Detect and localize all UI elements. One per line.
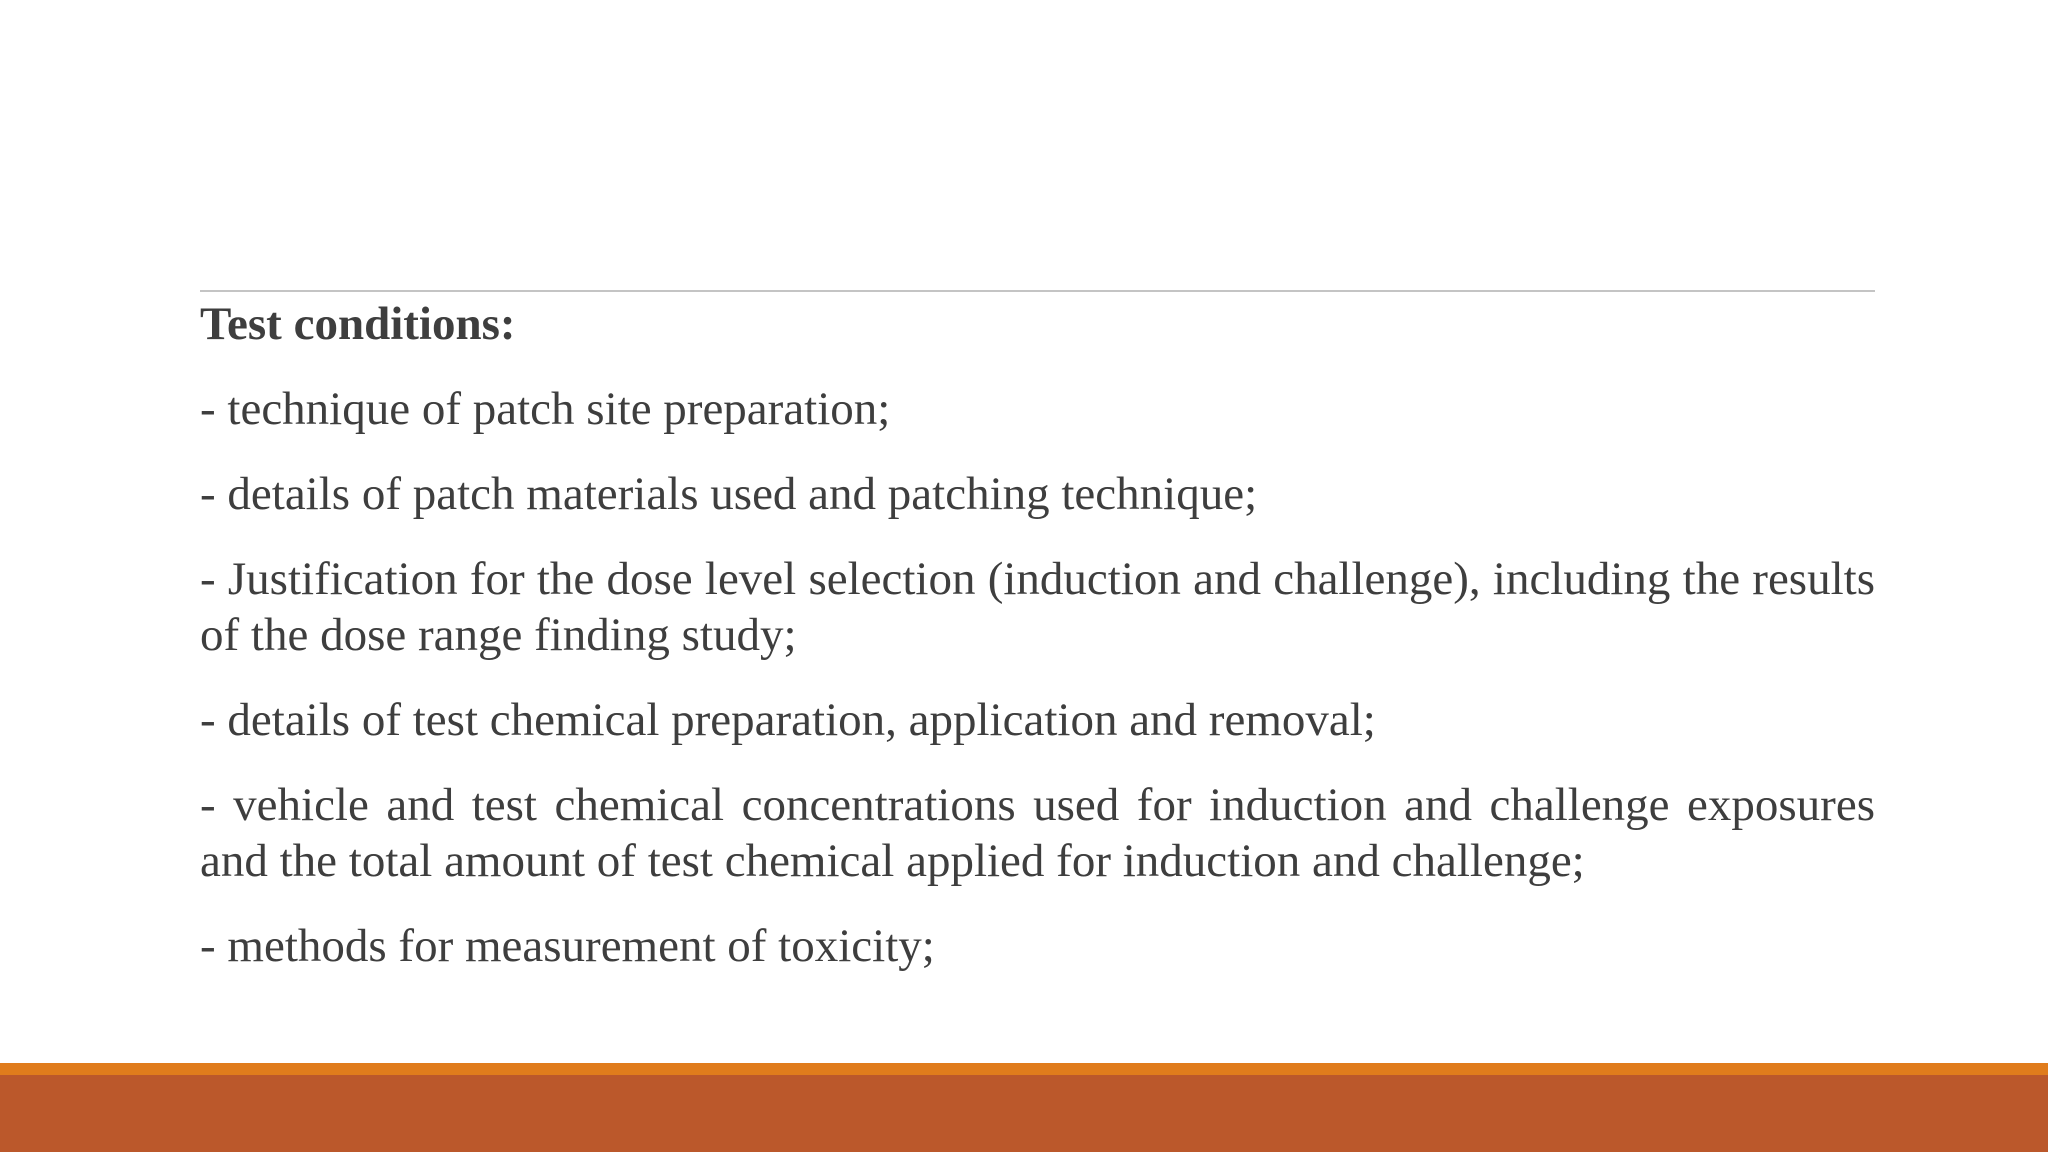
list-item: - methods for measurement of toxicity; (200, 920, 935, 972)
list-item: - vehicle and test chemical concentrations used for induction and challenge exposures and the total amount of test chemical applied for induction and challenge; (200, 779, 1875, 887)
footer-accent-stripe (0, 1063, 2048, 1075)
list-item: - details of patch materials used and patching technique; (200, 468, 1258, 520)
list-item: - technique of patch site preparation; (200, 383, 891, 435)
section-heading: Test conditions: (200, 298, 516, 350)
list-item: - details of test chemical preparation, application and removal; (200, 694, 1376, 746)
slide-body (200, 296, 1875, 974)
title-divider (200, 290, 1875, 292)
list-item: - Justification for the dose level selection (induction and challenge), including the results of the dose range finding study; (200, 553, 1875, 661)
footer-band (0, 1075, 2048, 1152)
